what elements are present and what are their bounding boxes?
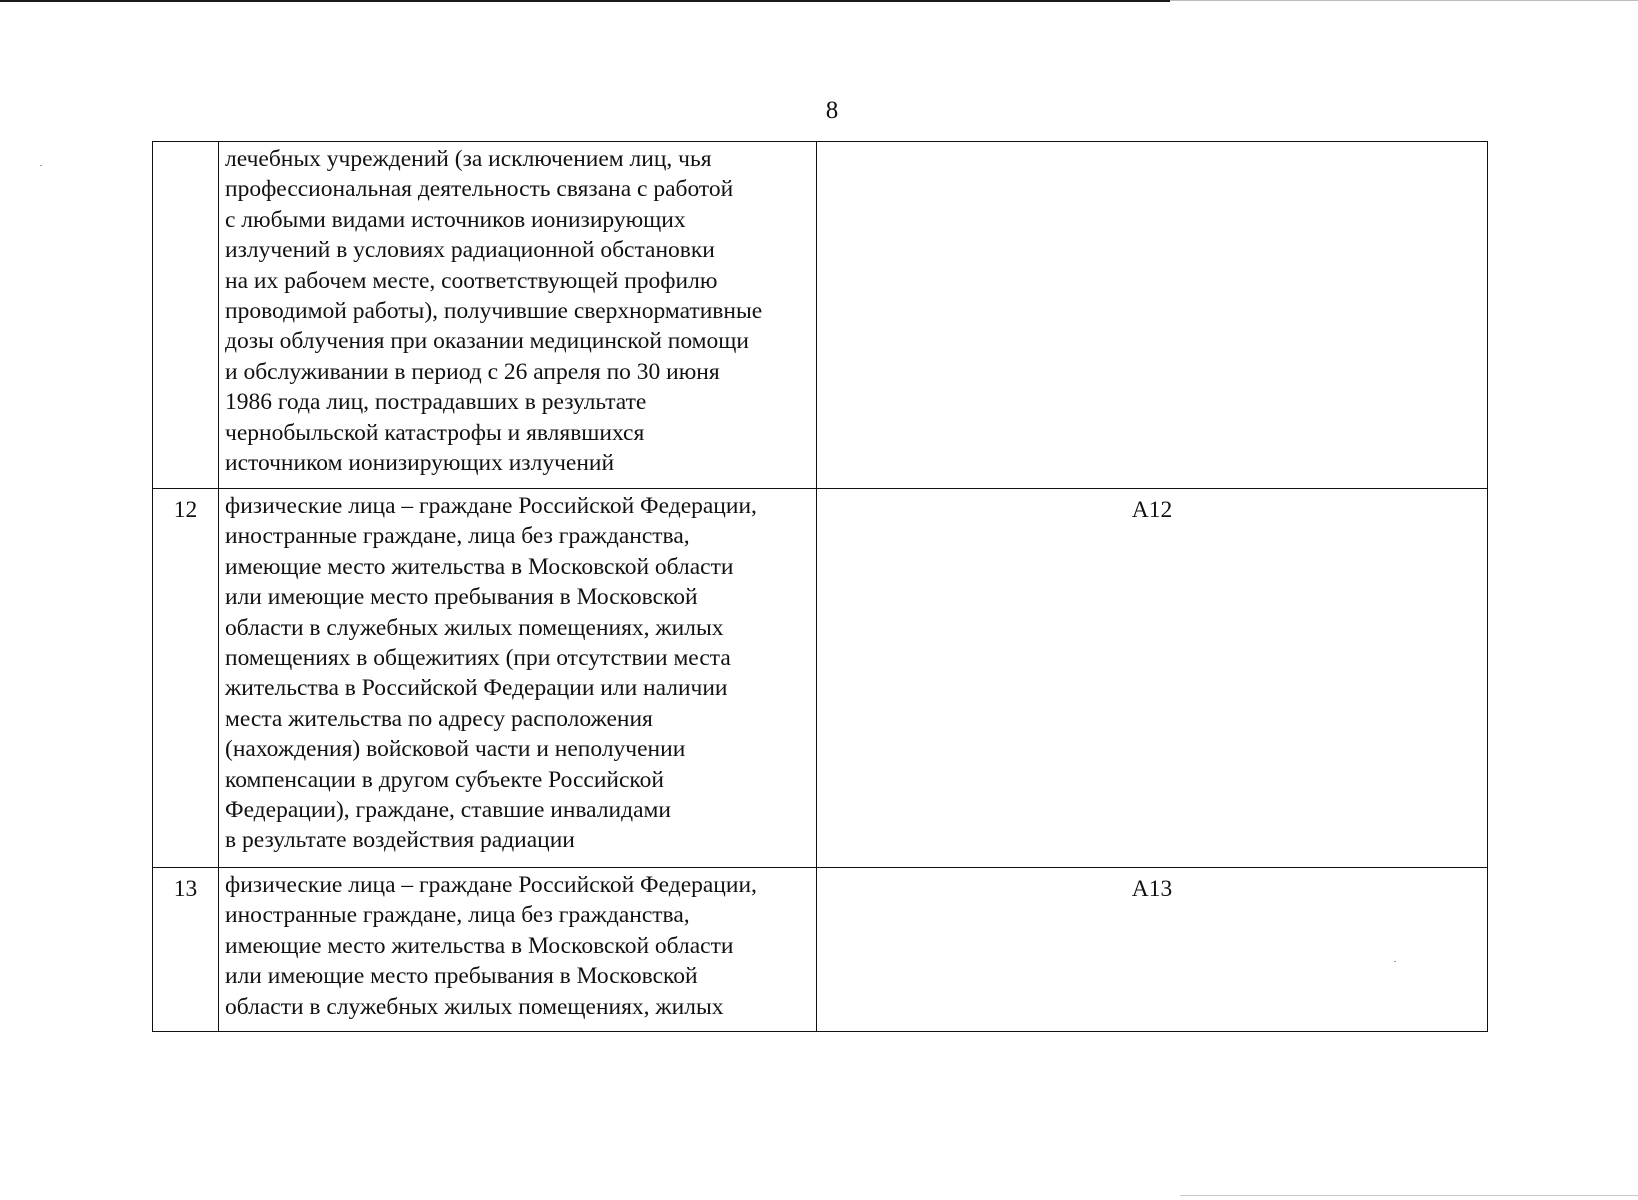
row-number-cell bbox=[153, 142, 219, 489]
row-description-cell bbox=[219, 868, 817, 1032]
description-line: или имеющие место пребывания в Московской bbox=[225, 963, 698, 990]
description-line: имеющие место жительства в Московской области bbox=[225, 553, 734, 580]
row-code: А12 bbox=[1131, 497, 1173, 523]
description-line: лечебных учреждений (за исключением лиц, чья bbox=[225, 146, 712, 172]
page-number: 8 bbox=[825, 97, 839, 124]
description-line: профессиональная деятельность связана с работой bbox=[225, 176, 734, 203]
description-line: на их рабочем месте, соответствующей профилю bbox=[225, 267, 718, 294]
description-line: иностранные граждане, лица без гражданства, bbox=[225, 902, 690, 929]
document-table bbox=[152, 141, 1488, 1032]
description-line: имеющие место жительства в Московской области bbox=[225, 932, 734, 959]
row-number-cell bbox=[153, 489, 219, 868]
description-line: физические лица – граждане Российской Федерации, bbox=[225, 872, 757, 898]
row-code: А13 bbox=[1131, 876, 1173, 902]
table-row bbox=[153, 142, 1488, 489]
row-number-cell bbox=[153, 868, 219, 1032]
description-line: 1986 года лиц, пострадавших в результате bbox=[225, 389, 647, 416]
row-code-cell bbox=[817, 489, 1488, 868]
table-row bbox=[153, 489, 1488, 868]
description-line: иностранные граждане, лица без гражданства, bbox=[225, 523, 690, 550]
table-row bbox=[153, 868, 1488, 1032]
description-line: Федерации), граждане, ставшие инвалидами bbox=[225, 797, 671, 824]
description-line: чернобыльской катастрофы и являвшихся bbox=[225, 419, 645, 446]
scan-edge-top-faint bbox=[1170, 0, 1638, 1]
description-line: области в служебных жилых помещениях, жилых bbox=[225, 993, 724, 1020]
description-line: места жительства по адресу расположения bbox=[225, 705, 653, 732]
description-line: помещениях в общежитиях (при отсутствии места bbox=[225, 645, 731, 672]
description-line: проводимой работы), получившие сверхнормативные bbox=[225, 298, 763, 325]
description-line: области в служебных жилых помещениях, жилых bbox=[225, 614, 724, 641]
scan-edge-bottom bbox=[1180, 1195, 1638, 1196]
description-line: жительства в Российской Федерации или наличии bbox=[225, 675, 728, 702]
row-number: 13 bbox=[173, 876, 198, 902]
scan-speck bbox=[40, 165, 42, 166]
row-description-cell bbox=[219, 142, 817, 489]
row-number: 12 bbox=[173, 497, 198, 523]
row-code-cell bbox=[817, 868, 1488, 1032]
description-line: в результате воздействия радиации bbox=[225, 827, 575, 854]
description-line: источником ионизирующих излучений bbox=[225, 450, 615, 477]
description-line: с любыми видами источников ионизирующих bbox=[225, 206, 686, 233]
description-line: излучений в условиях радиационной обстановки bbox=[225, 237, 715, 264]
description-line: физические лица – граждане Российской Федерации, bbox=[225, 493, 757, 519]
scan-edge-top bbox=[0, 0, 1170, 2]
description-line: дозы облучения при оказании медицинской помощи bbox=[225, 328, 749, 355]
description-line: (нахождения) войсковой части и неполучении bbox=[225, 736, 686, 763]
row-code-cell bbox=[817, 142, 1488, 489]
row-description-cell bbox=[219, 489, 817, 868]
description-line: компенсации в другом субъекте Российской bbox=[225, 766, 664, 793]
description-line: или имеющие место пребывания в Московской bbox=[225, 584, 698, 611]
description-line: и обслуживании в период с 26 апреля по 30 июня bbox=[225, 358, 720, 385]
